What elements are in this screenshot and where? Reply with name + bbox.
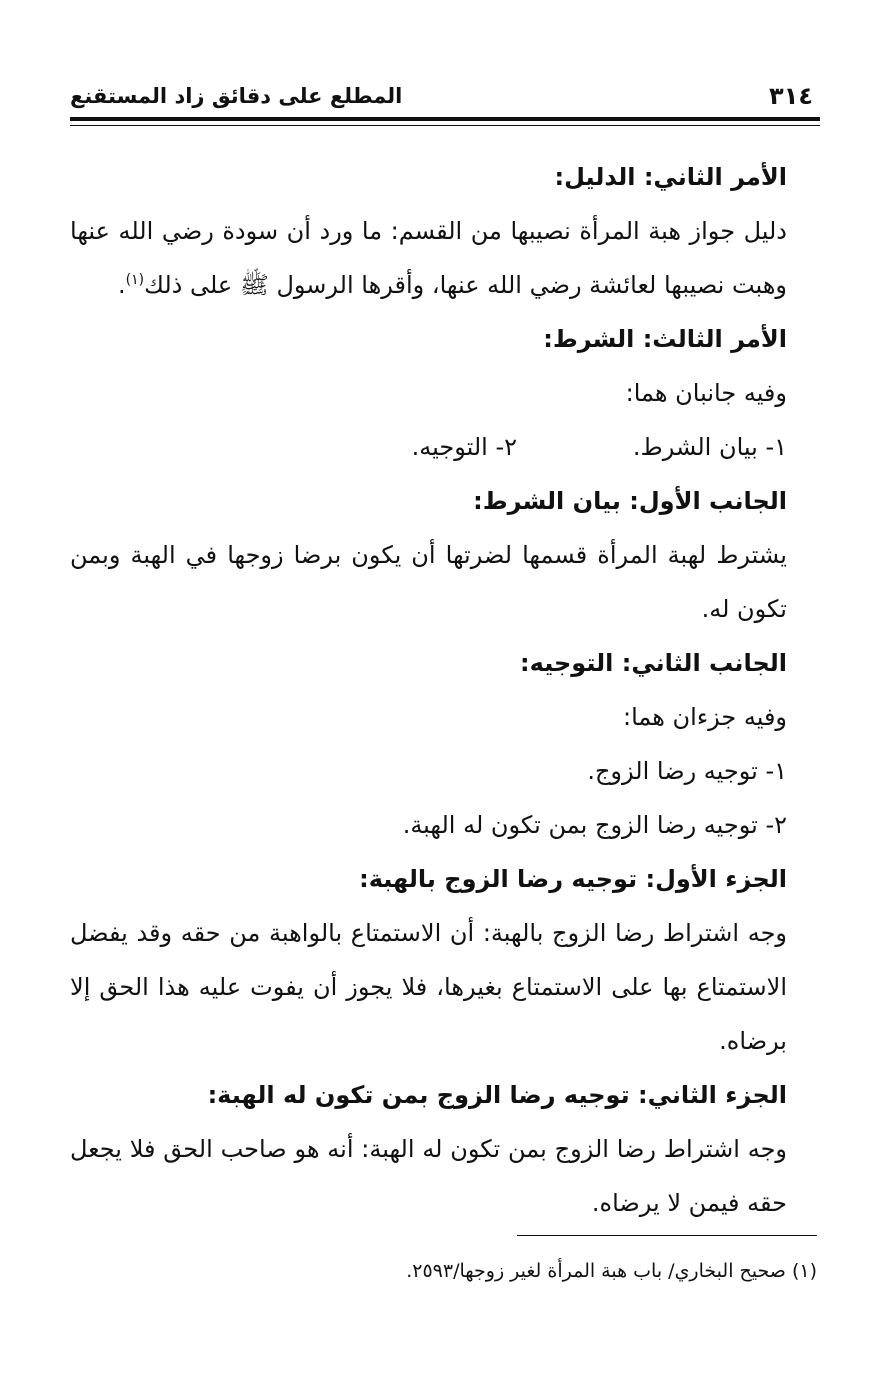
side-1-text: يشترط لهبة المرأة قسمها لضرتها أن يكون برضا زوجها في الهبة وبمن تكون له. [70,541,787,623]
condition-items [70,420,787,474]
footnote-rule [517,1235,817,1236]
side-2-intro: وفيه جزءان هما: [622,703,787,731]
main-text [70,150,787,1230]
footnote: (١) صحيح البخاري/ باب هبة المرأة لغير زوجها/٢٥٩٣. [406,1260,817,1282]
page-number: ٣١٤ [769,82,813,110]
header-rule-thick [70,117,820,121]
running-header [70,82,815,118]
condition-intro: وفيه جانبان هما: [625,379,787,407]
condition-item-2: ٢- التوجيه. [411,433,517,461]
heading-side-2: الجانب الثاني: التوجيه: [520,649,787,677]
heading-condition: الأمر الثالث: الشرط: [543,325,787,353]
heading-part-2: الجزء الثاني: توجيه رضا الزوج بمن تكون له الهبة: [207,1081,787,1109]
heading-side-1: الجانب الأول: بيان الشرط: [473,487,787,515]
evidence-end: . [117,271,126,299]
side-2-item-2: ٢- توجيه رضا الزوج بمن تكون له الهبة. [402,811,787,839]
footnote-ref[interactable]: (١) [125,272,145,288]
evidence-paragraph [70,204,787,312]
heading-part-1: الجزء الأول: توجيه رضا الزوج بالهبة: [359,865,787,893]
book-title: المطلع على دقائق زاد المستقنع [70,84,403,108]
part-1-text: وجه اشتراط رضا الزوج بالهبة: أن الاستمتاع بالواهبة من حقه وقد يفضل الاستمتاع بها على الاستمتاع بغيرها، فلا يجوز أن يفوت عليه هذا الحق إلا برضاه. [70,919,787,1055]
condition-item-1: ١- بيان الشرط. [632,433,787,461]
part-2-text: وجه اشتراط رضا الزوج بمن تكون له الهبة: أنه هو صاحب الحق فلا يجعل حقه فيمن لا يرضاه. [70,1135,787,1217]
heading-evidence: الأمر الثاني: الدليل: [554,163,787,191]
header-rule-thin [70,125,820,126]
side-2-item-1: ١- توجيه رضا الزوج. [587,757,787,785]
evidence-text: دليل جواز هبة المرأة نصيبها من القسم: ما ورد أن سودة رضي الله عنها وهبت نصيبها لعائشة رضي الله عنها، وأقرها الرسول ﷺ على ذلك [70,217,787,299]
